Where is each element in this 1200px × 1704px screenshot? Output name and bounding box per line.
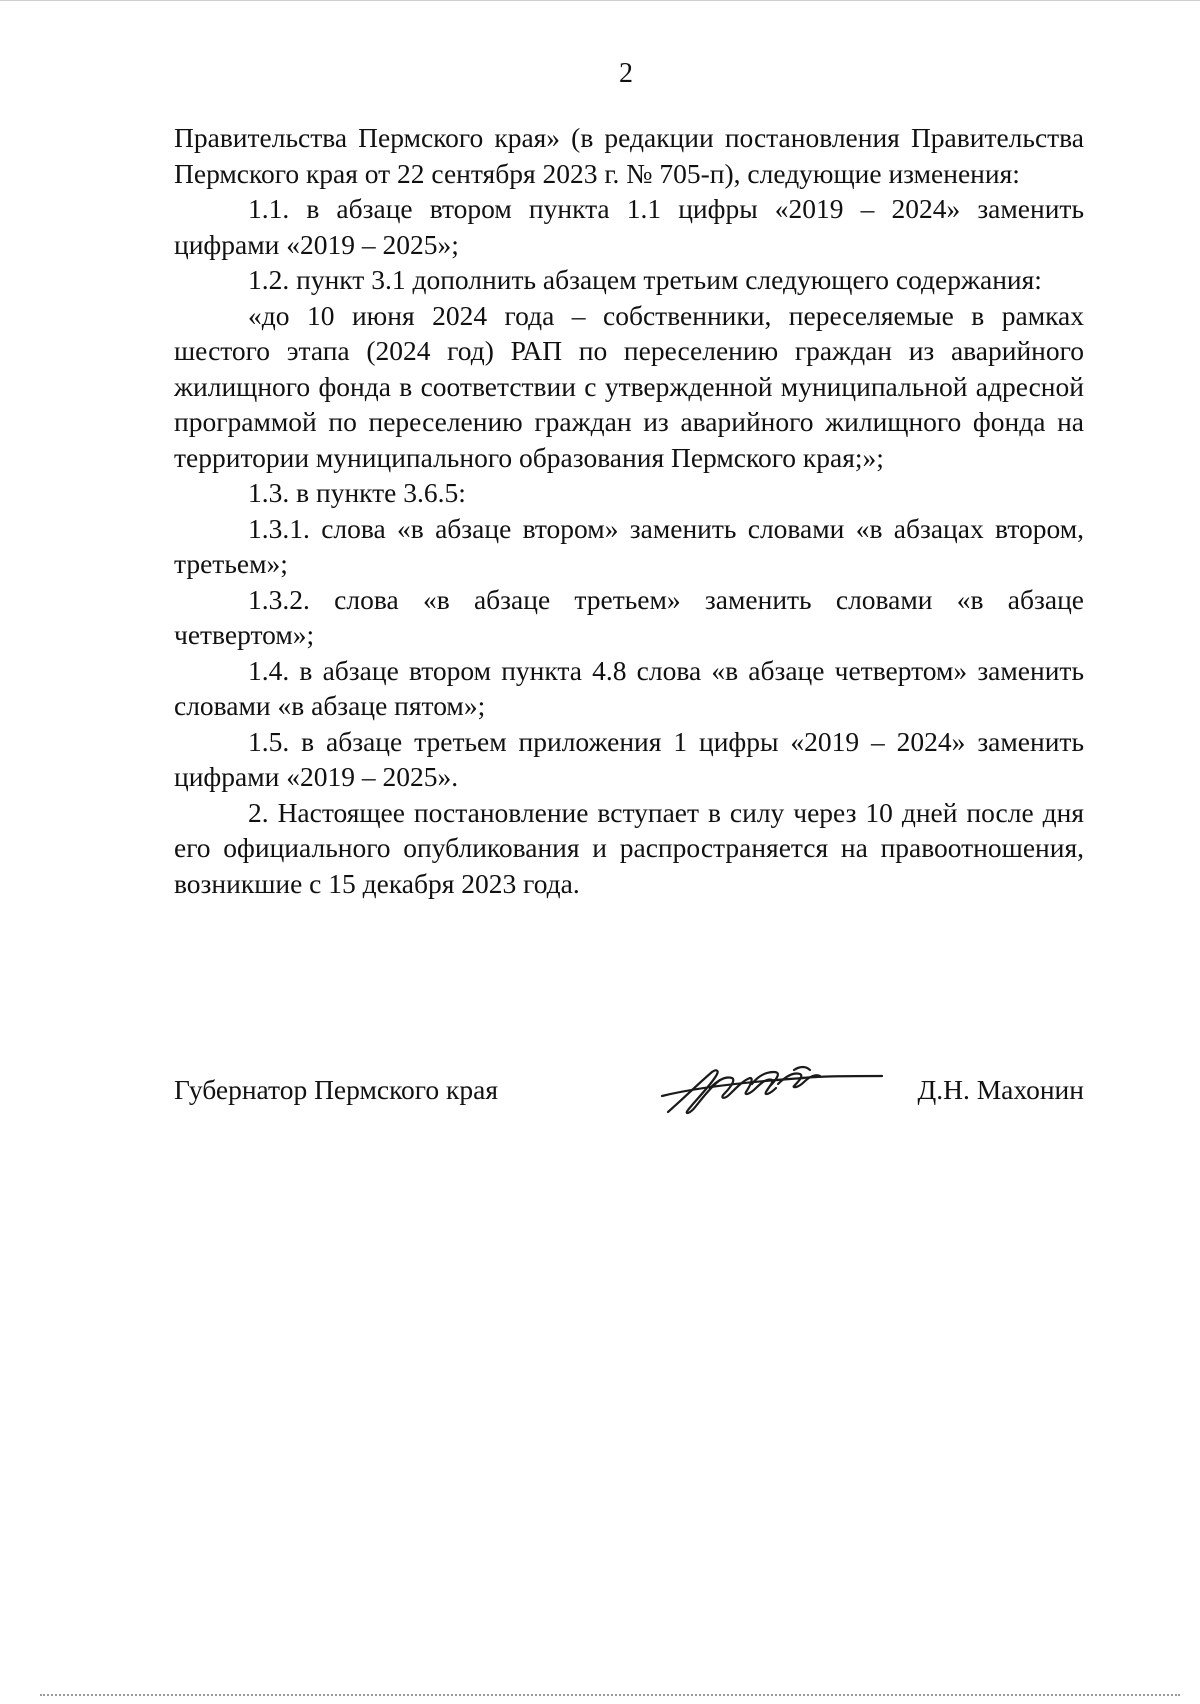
paragraph-1-4: 1.4. в абзаце втором пункта 4.8 слова «в абзаце четвертом» заменить словами «в абзаце пятом»; <box>174 654 1084 721</box>
page-bottom-edge <box>40 1694 1180 1696</box>
paragraph-1-3-2: 1.3.2. слова «в абзаце третьем» заменить словами «в абзаце четвертом»; <box>174 583 1084 650</box>
signature-block <box>174 1072 1084 1124</box>
paragraph-1-2: 1.2. пункт 3.1 дополнить абзацем третьим следующего содержания: <box>248 264 1042 295</box>
page-number: 2 <box>619 58 633 89</box>
paragraph-1-3-1: 1.3.1. слова «в абзаце втором» заменить словами «в абзацах втором, третьем»; <box>174 512 1084 579</box>
paragraph-1-5: 1.5. в абзаце третьем приложения 1 цифры «2019 – 2024» заменить цифрами «2019 – 2025». <box>174 725 1084 792</box>
paragraph-1-3: 1.3. в пункте 3.6.5: <box>248 477 466 508</box>
page-top-edge <box>0 0 1200 1</box>
paragraph-quote: «до 10 июня 2024 года – собственники, переселяемые в рамках шестого этапа (2024 год) РАП по переселению граждан из аварийного жилищного фонда в соответствии с утвержденной муниципальной адресной программой по переселению граждан из аварийного жилищного фонда на территории муниципального образования Пермского края;»; <box>174 299 1084 473</box>
paragraph-1-1: 1.1. в абзаце втором пункта 1.1 цифры «2019 – 2024» заменить цифрами «2019 – 2025»; <box>174 193 1084 260</box>
handwritten-signature <box>654 1058 894 1122</box>
signatory-name: Д.Н. Махонин <box>917 1074 1084 1105</box>
paragraph-2: 2. Настоящее постановление вступает в силу через 10 дней после дня его официального опубликования и распространяется на правоотношения, возникшие с 15 декабря 2023 года. <box>174 796 1084 899</box>
paragraph-continuation: Правительства Пермского края» (в редакции постановления Правительства Пермского края от 22 сентября 2023 г. № 705-п), следующие изменения: <box>174 122 1084 189</box>
document-body <box>174 120 1084 901</box>
signatory-title: Губернатор Пермского края <box>174 1074 498 1105</box>
